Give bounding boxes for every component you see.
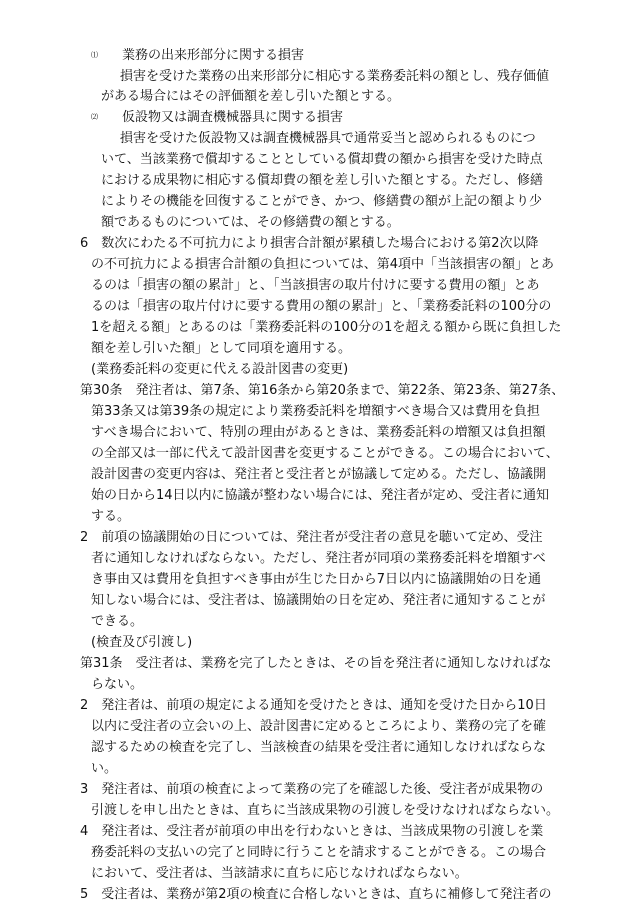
line-text: によりその機能を回復することができ、かつ、修繕費の額が上記の額より少: [101, 194, 542, 209]
line-text: 認するための検査を完了し、当該検査の結果を受注者に通知しなければならな: [91, 740, 547, 755]
line-text: 者に通知しなければならない。ただし、発注者が同項の業務委託料を増額すべ: [91, 551, 546, 566]
text-line: [91, 47, 304, 64]
line-text: の全部又は一部に代えて設計図書を変更することができる。この場合において、: [91, 446, 559, 461]
line-text: い。: [91, 761, 118, 776]
line-text: 2 発注者は、前項の規定による通知を受けたときは、通知を受けた日から10日: [80, 698, 547, 713]
text-line: [101, 172, 543, 189]
line-text: 額であるものについては、その修繕費の額とする。: [101, 215, 400, 230]
text-line: [91, 676, 143, 693]
text-line: [101, 193, 542, 210]
line-text: できる。: [91, 614, 144, 629]
line-text: 始の日から14日以内に協議が整わない場合には、発注者が定め、受注者に通知: [91, 488, 550, 503]
text-line: [91, 865, 468, 882]
line-text: (業務委託料の変更に代える設計図書の変更): [91, 362, 349, 377]
text-line: [101, 214, 400, 231]
text-line: [120, 68, 549, 85]
text-line: [91, 319, 561, 336]
text-line: [91, 718, 546, 735]
text-line: [91, 340, 351, 357]
line-text: 3 発注者は、前項の検査によって業務の完了を確認した後、受注者が成果物の: [80, 782, 544, 797]
text-line: [101, 151, 543, 168]
line-text: 4 発注者は、受注者が前項の申出を行わないときは、当該成果物の引渡しを業: [80, 824, 544, 839]
line-text: における成果物に相応する償却費の額を差し引いた額とする。ただし、修繕: [101, 173, 544, 188]
text-line: [91, 802, 559, 819]
line-text: らない。: [91, 677, 144, 692]
text-line: [80, 382, 564, 399]
text-line: [80, 655, 552, 672]
text-line: [91, 361, 348, 378]
text-line: [80, 886, 552, 903]
text-line: [80, 697, 547, 714]
line-text: 引渡しを申し出たときは、直ちに当該成果物の引渡しを受けなければならない。: [91, 803, 560, 818]
text-line: [91, 508, 130, 525]
line-text: すべき場合において、特別の理由があるときは、業務委託料の増額又は負担額: [91, 425, 546, 440]
text-line: [91, 571, 541, 588]
text-line: [91, 760, 117, 777]
line-text: の不可抗力による損害合計額の負担については、第4項中「当該損害の額」とあ: [91, 257, 555, 272]
line-text: 知しない場合には、受注者は、協議開始の日を定め、発注者に通知することが: [91, 593, 546, 608]
line-text: 以内に受注者の立会いの上、設計図書に定めるところにより、業務の完了を確: [91, 719, 547, 734]
text-line: [91, 424, 545, 441]
item-number-marker: ⑴: [91, 51, 98, 59]
line-text: 2 前項の協議開始の日については、発注者が受注者の意見を聴いて定め、受注: [80, 530, 543, 545]
text-line: [80, 529, 543, 546]
line-text: 業務の出来形部分に関する損害: [122, 48, 305, 63]
line-text: 5 受注者は、業務が第2項の検査に合格しないときは、直ちに補修して発注者の: [80, 887, 552, 902]
line-text: 損害を受けた仮設物又は調査機械器具で通常妥当と認められるものにつ: [120, 131, 536, 146]
text-line: [91, 109, 343, 126]
line-text: 額を差し引いた額」として同項を適用する。: [91, 341, 352, 356]
text-line: [91, 844, 546, 861]
line-text: 第31条 受注者は、業務を完了したときは、その旨を発注者に通知しなければな: [80, 656, 552, 671]
line-text: 第33条又は第39条の規定により業務委託料を増額すべき場合又は費用を負担: [91, 404, 540, 419]
line-text: いて、当該業務で償却することとしている償却費の額から損害を受けた時点: [101, 152, 543, 167]
text-line: [80, 235, 539, 252]
text-line: [91, 550, 546, 567]
line-text: 6 数次にわたる不可抗力により損害合計額が累積した場合における第2次以降: [80, 236, 539, 251]
text-line: [91, 613, 143, 630]
line-text: るのは「損害の額の累計」と、「当該損害の取片付けに要する費用の額」とあ: [91, 278, 540, 293]
line-text: 務委託料の支払いの完了と同時に行うことを請求することができる。この場合: [91, 845, 547, 860]
line-text: 損害を受けた業務の出来形部分に相応する業務委託料の額とし、残存価値: [120, 69, 550, 84]
line-text: (検査及び引渡し): [91, 635, 193, 650]
item-number-marker: ⑵: [91, 113, 98, 121]
line-text: 設計図書の変更内容は、発注者と受注者とが協議して定める。ただし、協議開: [91, 467, 547, 482]
text-line: [91, 277, 540, 294]
line-text: 1を超える額」とあるのは「業務委託料の100分の1を超える額から既に負担した: [91, 320, 562, 335]
text-line: [91, 466, 546, 483]
text-line: [91, 487, 549, 504]
line-text: がある場合にはその評価額を差し引いた額とする。: [101, 89, 401, 104]
line-text: する。: [91, 509, 131, 524]
line-text: 第30条 発注者は、第7条、第16条から第20条まで、第22条、第23条、第27条、: [80, 383, 565, 398]
line-text: 仮設物又は調査機械器具に関する損害: [122, 110, 344, 125]
text-line: [91, 403, 540, 420]
text-line: [101, 88, 400, 105]
text-line: [91, 298, 551, 315]
text-line: [80, 823, 543, 840]
text-line: [91, 256, 554, 273]
text-line: [91, 445, 559, 462]
text-line: [80, 781, 543, 798]
text-line: [91, 634, 192, 651]
text-line: [120, 130, 536, 147]
line-text: において、受注者は、当該請求に直ちに応じなければならない。: [91, 866, 468, 881]
text-line: [91, 592, 545, 609]
text-line: [91, 739, 546, 756]
line-text: き事由又は費用を負担すべき事由が生じた日から7日以内に協議開始の日を通: [91, 572, 542, 587]
line-text: るのは「損害の取片付けに要する費用の額の累計」と、「業務委託料の100分の: [91, 299, 552, 314]
